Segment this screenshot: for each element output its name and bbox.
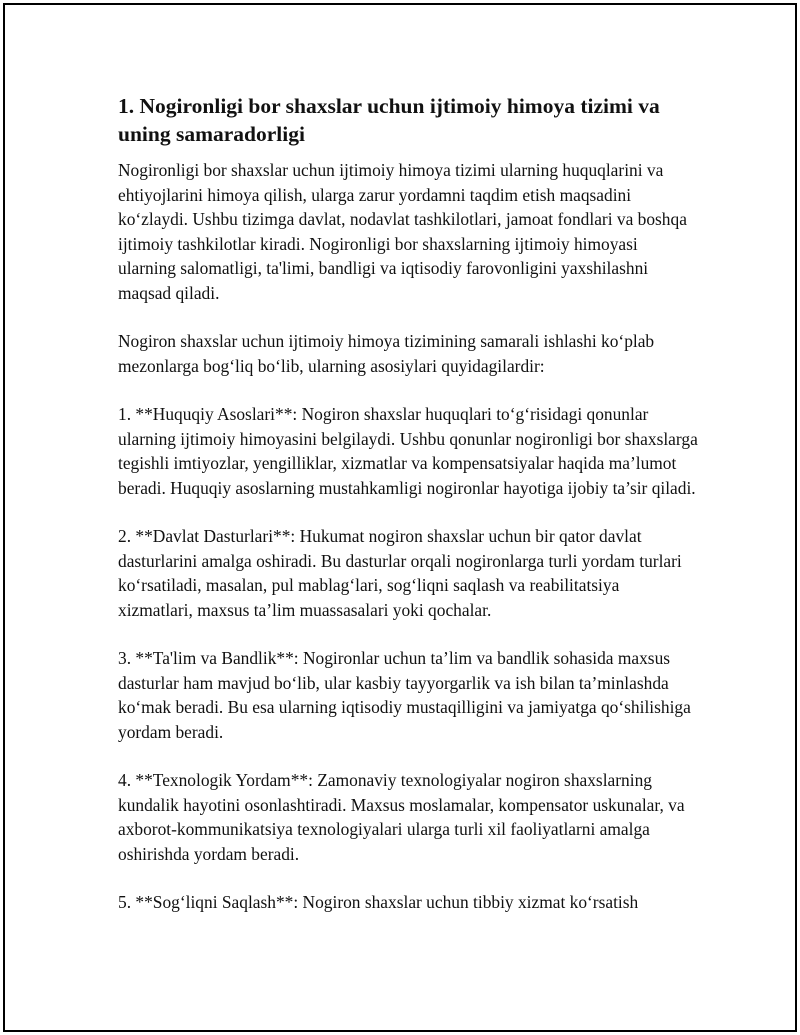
section-heading: 1. Nogironligi bor shaxslar uchun ijtimoiy himoya tizimi va uning samaradorligi [118,94,660,146]
paragraph-item-3: 3. **Ta'lim va Bandlik**: Nogironlar uchun ta’lim va bandlik sohasida maxsus dasturlar ham mavjud bo‘lib, ular kasbiy tayyorgarlik va ish bilan ta’minlashda ko‘mak beradi. Bu esa ularning iqtisodiy mustaqilligini va jamiyatga qo‘shilishiga yordam beradi. [118,648,691,742]
paragraph-item-2: 2. **Davlat Dasturlari**: Hukumat nogiron shaxslar uchun bir qator davlat dasturlarini amalga oshiradi. Bu dasturlar orqali nogironlarga turli yordam turlari ko‘rsatiladi, masalan, pul mablag‘lari, sog‘liqni saqlash va reabilitatsiya xizmatlari, maxsus ta’lim muassasalari yoki qochalar. [118,526,682,620]
paragraph-intro: Nogironligi bor shaxslar uchun ijtimoiy himoya tizimi ularning huquqlarini va ehtiyojlarini himoya qilish, ularga zarur yordamni taqdim etish maqsadini ko‘zlaydi. Ushbu tizimga davlat, nodavlat tashkilotlari, jamoat fondlari va boshqa ijtimoiy tashkilotlar kiradi. Nogironligi bor shaxslarning ijtimoiy himoyasi ularning salomatligi, ta'limi, bandligi va iqtisodiy farovonligini yaxshilashni maqsad qiladi. [118,160,687,303]
paragraph-item-4: 4. **Texnologik Yordam**: Zamonaviy texnologiyalar nogiron shaxslarning kundalik hayotini osonlashtiradi. Maxsus moslamalar, kompensator uskunalar, va axborot-kommunikatsiya texnologiyalari ularga turli xil faoliyatlarni amalga oshirishda yordam beradi. [118,770,685,864]
paragraph-item-5: 5. **Sog‘liqni Saqlash**: Nogiron shaxslar uchun tibbiy xizmat ko‘rsatish [118,892,639,912]
paragraph-item-1: 1. **Huquqiy Asoslari**: Nogiron shaxslar huquqlari to‘g‘risidagi qonunlar ularning ijtimoiy himoyasini belgilaydi. Ushbu qonunlar nogironligi bor shaxslarga tegishli imtiyozlar, yengilliklar, xizmatlar va kompensatsiyalar haqida ma’lumot beradi. Huquqiy asoslarning mustahkamligi nogironlar hayotiga ijobiy ta’sir qiladi. [118,404,698,498]
document-body [118,92,698,939]
paragraph-criteria: Nogiron shaxslar uchun ijtimoiy himoya tizimining samarali ishlashi ko‘plab mezonlarga bog‘liq bo‘lib, ularning asosiylari quyidagilardir: [118,331,655,376]
